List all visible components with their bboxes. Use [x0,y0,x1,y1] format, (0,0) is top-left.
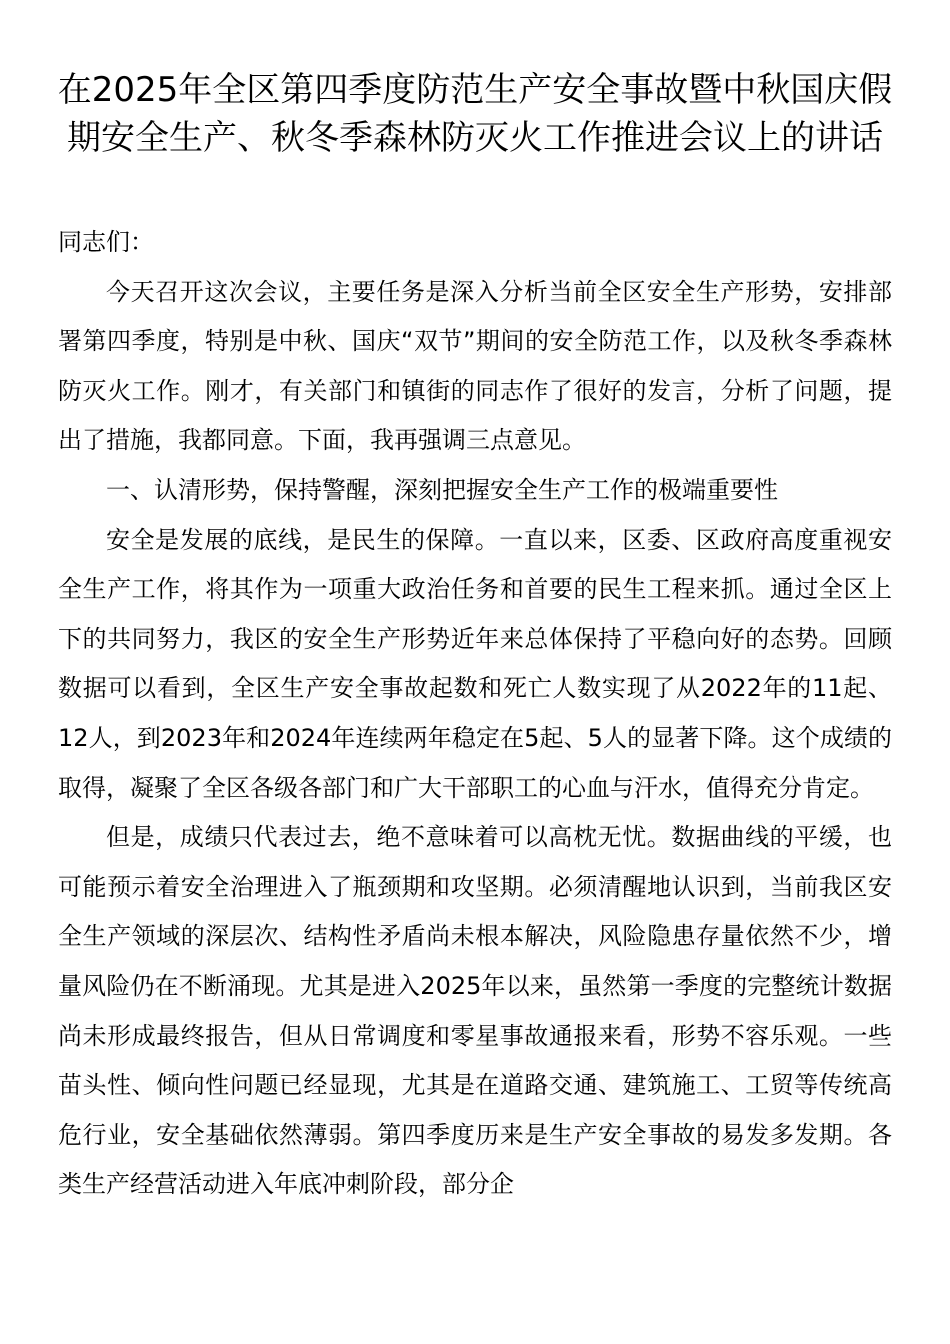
paragraph-current-situation: 但是，成绩只代表过去，绝不意味着可以高枕无忧。数据曲线的平缓，也可能预示着安全治理进入了瓶颈期和攻坚期。必须清醒地认识到，当前我区安全生产领域的深层次、结构性矛盾尚未根本解决，风险隐患存量依然不少，增量风险仍在不断涌现。尤其是进入2025年以来，虽然第一季度的完整统计数据尚未形成最终报告，但从日常调度和零星事故通报来看，形势不容乐观。一些苗头性、倾向性问题已经显现，尤其是在道路交通、建筑施工、工贸等传统高危行业，安全基础依然薄弱。第四季度历来是生产安全事故的易发多发期。各类生产经营活动进入年底冲刺阶段，部分企 [58,823,892,1199]
section-heading-1: 一、认清形势，保持警醒，深刻把握安全生产工作的极端重要性 [106,475,778,504]
document-title: 在2025年全区第四季度防范生产安全事故暨中秋国庆假期安全生产、秋冬季森林防灭火工作推进会议上的讲话 [57,70,893,158]
document-body [58,218,892,1210]
paragraph-safety-bottom-line: 安全是发展的底线，是民生的保障。一直以来，区委、区政府高度重视安全生产工作，将其作为一项重大政治任务和首要的民生工程来抓。通过全区上下的共同努力，我区的安全生产形势近年来总体保持了平稳向好的态势。回顾数据可以看到，全区生产安全事故起数和死亡人数实现了从2022年的11起、12人，到2023年和2024年连续两年稳定在5起、5人的显著下降。这个成绩的取得，凝聚了全区各级各部门和广大干部职工的心血与汗水，值得充分肯定。 [58,525,892,802]
salutation: 同志们： [58,228,154,256]
paragraph-intro: 今天召开这次会议，主要任务是深入分析当前全区安全生产形势，安排部署第四季度，特别是中秋、国庆“双节”期间的安全防范工作，以及秋冬季森林防灭火工作。刚才，有关部门和镇街的同志作了很好的发言，分析了问题，提出了措施，我都同意。下面，我再强调三点意见。 [58,277,892,455]
